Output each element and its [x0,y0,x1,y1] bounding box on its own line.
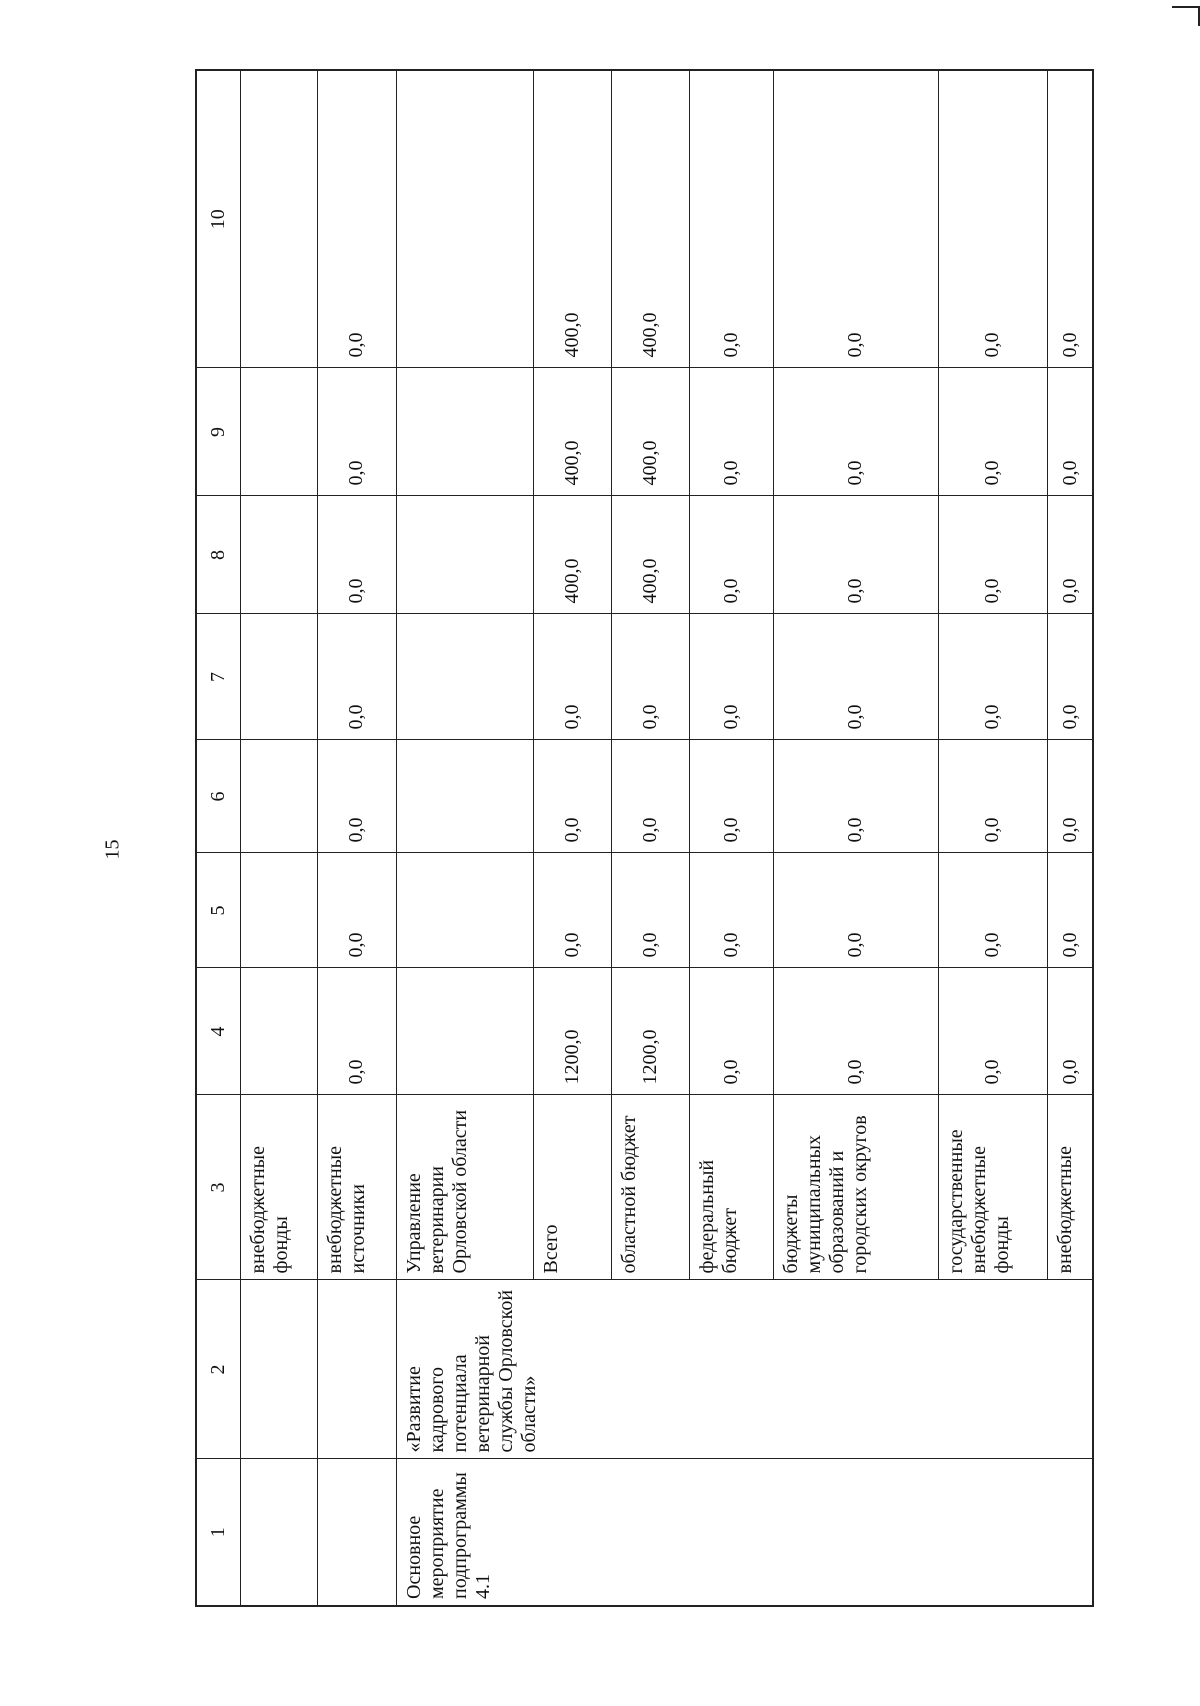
value-cell: 400,0 [611,70,690,368]
row-cell-col1 [318,1459,397,1606]
value-cell: 0,0 [1048,614,1093,740]
value-cell: 0,0 [611,740,690,853]
value-cell: 0,0 [534,740,611,853]
table-row [240,70,317,1606]
value-cell [396,70,534,368]
value-cell: 0,0 [534,614,611,740]
value-cell: 0,0 [938,614,1048,740]
value-cell [396,368,534,496]
row-source-label: внебюджетные фонды [240,1095,317,1280]
column-header: 6 [196,740,240,853]
main-activity-label: Основное мероприятие подпрограммы 4.1 [396,1459,1093,1606]
column-header: 8 [196,496,240,614]
value-cell: 0,0 [318,968,397,1095]
value-cell [240,853,317,968]
value-cell: 0,0 [774,614,939,740]
value-cell: 0,0 [611,614,690,740]
table-row [318,70,397,1606]
value-cell: 0,0 [1048,368,1093,496]
value-cell [396,853,534,968]
value-cell: 1200,0 [534,968,611,1095]
value-cell: 0,0 [318,614,397,740]
value-cell [240,614,317,740]
row-source-label: внебюджетные источники [318,1095,397,1280]
row-source-label: внебюджетные [1048,1095,1093,1280]
value-cell [396,968,534,1095]
value-cell [240,70,317,368]
value-cell: 400,0 [534,368,611,496]
row-source-label: областной бюджет [611,1095,690,1280]
value-cell: 400,0 [534,70,611,368]
value-cell: 0,0 [938,70,1048,368]
value-cell: 0,0 [318,740,397,853]
value-cell: 0,0 [318,496,397,614]
row-cell-col2 [240,1280,317,1459]
value-cell [396,496,534,614]
table-row [396,70,534,1606]
header-row [196,70,240,1606]
value-cell: 0,0 [938,853,1048,968]
page-number: 15 [101,839,124,860]
column-header: 10 [196,70,240,368]
column-header: 4 [196,968,240,1095]
value-cell: 0,0 [774,853,939,968]
value-cell: 0,0 [690,368,774,496]
column-header: 2 [196,1280,240,1459]
value-cell: 0,0 [690,70,774,368]
value-cell: 0,0 [318,70,397,368]
value-cell: 0,0 [938,968,1048,1095]
value-cell: 0,0 [774,740,939,853]
column-header: 9 [196,368,240,496]
value-cell: 0,0 [690,853,774,968]
column-header: 7 [196,614,240,740]
value-cell: 0,0 [1048,740,1093,853]
row-cell-col2 [318,1280,397,1459]
value-cell: 0,0 [318,853,397,968]
column-header: 3 [196,1095,240,1280]
value-cell: 400,0 [611,496,690,614]
row-source-label: федеральный бюджет [690,1095,774,1280]
value-cell: 0,0 [774,70,939,368]
value-cell [240,968,317,1095]
value-cell: 400,0 [534,496,611,614]
value-cell: 0,0 [1048,70,1093,368]
value-cell: 1200,0 [611,968,690,1095]
value-cell: 0,0 [690,614,774,740]
row-source-label: Управление ветеринарии Орловской области [396,1095,534,1280]
value-cell: 0,0 [938,368,1048,496]
value-cell: 0,0 [938,496,1048,614]
value-cell: 0,0 [1048,853,1093,968]
corner-mark [1172,6,1200,26]
value-cell: 0,0 [1048,968,1093,1095]
row-source-label: государственные внебюджетные фонды [938,1095,1048,1280]
row-cell-col1 [240,1459,317,1606]
value-cell [240,740,317,853]
value-cell [240,496,317,614]
value-cell [396,740,534,853]
value-cell: 0,0 [690,968,774,1095]
value-cell: 0,0 [611,853,690,968]
column-header: 1 [196,1459,240,1606]
value-cell [396,614,534,740]
value-cell: 400,0 [611,368,690,496]
row-source-label: бюджеты муниципальных образований и городских округов [774,1095,939,1280]
value-cell: 0,0 [774,368,939,496]
budget-table [195,69,1094,1607]
value-cell: 0,0 [690,496,774,614]
value-cell: 0,0 [534,853,611,968]
value-cell: 0,0 [1048,496,1093,614]
value-cell: 0,0 [938,740,1048,853]
row-source-label: Всего [534,1095,611,1280]
activity-description: «Развитие кадрового потенциала ветеринарной службы Орловской области» [396,1280,1093,1459]
rotated-table-container [195,71,1094,1607]
value-cell: 0,0 [774,968,939,1095]
value-cell: 0,0 [690,740,774,853]
value-cell: 0,0 [318,368,397,496]
value-cell [240,368,317,496]
value-cell: 0,0 [774,496,939,614]
column-header: 5 [196,853,240,968]
